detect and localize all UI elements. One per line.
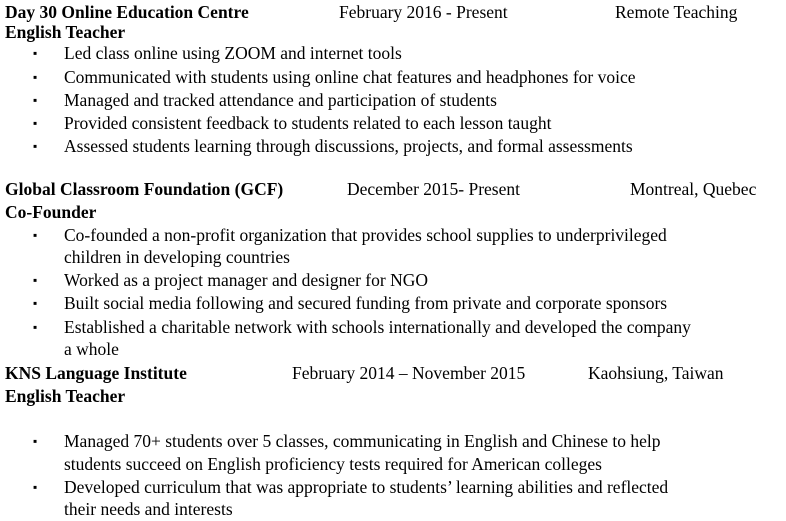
bullet-icon: ▪ <box>33 139 38 153</box>
job-location: Kaohsiung, Taiwan <box>588 363 724 383</box>
employer-name: Day 30 Online Education Centre <box>5 2 249 22</box>
bullet-icon: ▪ <box>33 480 38 494</box>
bullet-icon: ▪ <box>33 273 38 287</box>
job-location: Remote Teaching <box>615 2 738 22</box>
bullet-icon: ▪ <box>33 70 38 84</box>
bullet-text: Co-founded a non-profit organization that provides school supplies to underprivileged <box>64 225 667 245</box>
employment-dates: December 2015- Present <box>347 179 520 199</box>
job-title: English Teacher <box>5 22 126 42</box>
bullet-icon: ▪ <box>33 93 38 107</box>
employment-dates: February 2014 – November 2015 <box>292 363 526 383</box>
bullet-icon: ▪ <box>33 228 38 242</box>
bullet-icon: ▪ <box>33 434 38 448</box>
bullet-text: Worked as a project manager and designer for NGO <box>64 270 429 290</box>
bullet-text: Built social media following and secured funding from private and corporate sponsors <box>64 293 668 313</box>
bullet-text: Managed and tracked attendance and participation of students <box>64 90 497 110</box>
bullet-text: Led class online using ZOOM and internet tools <box>64 43 402 63</box>
bullet-text: Provided consistent feedback to students related to each lesson taught <box>64 113 552 133</box>
bullet-text-continued: students succeed on English proficiency tests required for American colleges <box>64 454 602 474</box>
bullet-icon: ▪ <box>33 46 38 60</box>
bullet-text: Communicated with students using online chat features and headphones for voice <box>64 67 636 87</box>
bullet-icon: ▪ <box>33 116 38 130</box>
job-title: Co-Founder <box>5 202 97 222</box>
job-location: Montreal, Quebec <box>630 179 757 199</box>
bullet-icon: ▪ <box>33 296 38 310</box>
employer-name: KNS Language Institute <box>5 363 187 383</box>
employment-dates: February 2016 - Present <box>339 2 508 22</box>
employer-name: Global Classroom Foundation (GCF) <box>5 179 284 199</box>
bullet-text-continued: their needs and interests <box>64 499 233 519</box>
bullet-icon: ▪ <box>33 320 38 334</box>
bullet-text-continued: children in developing countries <box>64 247 290 267</box>
job-title: English Teacher <box>5 386 126 406</box>
bullet-text: Managed 70+ students over 5 classes, communicating in English and Chinese to help <box>64 431 661 451</box>
bullet-text: Assessed students learning through discussions, projects, and formal assessments <box>64 136 633 156</box>
bullet-text: Developed curriculum that was appropriate to students’ learning abilities and reflected <box>64 477 669 497</box>
bullet-text: Established a charitable network with schools internationally and developed the company <box>64 317 691 337</box>
bullet-text-continued: a whole <box>64 339 119 359</box>
